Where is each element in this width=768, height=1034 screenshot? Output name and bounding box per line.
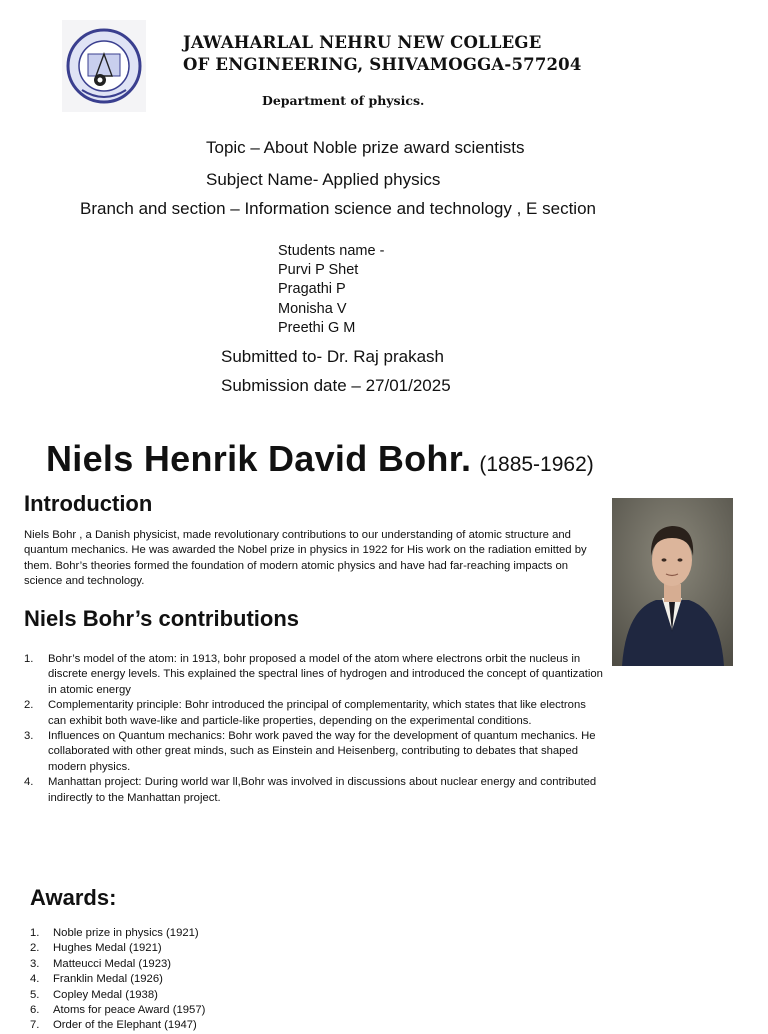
list-item-text: Influences on Quantum mechanics: Bohr work paved the way for the development of quantum mechanics. He collaborated with other great minds, such as Einstein and Heisenberg, contributing to debates that shaped modern physics. [48, 730, 596, 773]
list-item-text: Manhattan project: During world war ll,Bohr was involved in discussions about nuclear energy and contributed indirectly to the Manhattan project. [48, 776, 597, 804]
award-text: Matteucci Medal (1923) [53, 957, 172, 970]
list-number: 7. [30, 1019, 40, 1032]
portrait-photo [612, 498, 733, 666]
submission-date: Submission date – 27/01/2025 [221, 376, 451, 395]
list-number: 6. [30, 1004, 40, 1017]
list-number: 1. [30, 927, 40, 939]
list-item-text: Complementarity principle: Bohr introduced the principal of complementarity, which states that like electrons can exhibit both wave-like and particle-like properties, depending on the experimental conditions. [48, 699, 586, 727]
list-item [24, 698, 604, 729]
award-text: Hughes Medal (1921) [53, 942, 162, 955]
award-text: Franklin Medal (1926) [53, 973, 163, 986]
college-name-line1: JAWAHARLAL NEHRU NEW COLLEGE [183, 33, 542, 52]
submitted-to: Submitted to- Dr. Raj prakash [221, 347, 444, 366]
students-block [278, 242, 384, 338]
list-item [24, 729, 604, 775]
student-name: Pragathi P [278, 281, 346, 298]
contributions-list [24, 652, 604, 806]
list-number: 3. [30, 957, 40, 970]
student-name: Purvi P Shet [278, 262, 359, 279]
student-name: Preethi G M [278, 319, 356, 336]
college-name [183, 32, 582, 76]
award-text: Noble prize in physics (1921) [53, 927, 199, 939]
list-item [30, 926, 205, 941]
award-text: Order of the Elephant (1947) [53, 1019, 197, 1032]
list-number: 4. [30, 973, 40, 986]
list-number: 5. [30, 988, 40, 1001]
list-item [30, 957, 205, 972]
list-item-text: Bohr’s model of the atom: in 1913, bohr proposed a model of the atom where electrons orbit the nucleus in discrete energy levels. This explained the spectral lines of hydrogen and introduced the concept of quantization in atomic energy [48, 653, 603, 696]
scientist-name: Niels Henrik David Bohr. [46, 438, 472, 479]
scientist-years: (1885-1962) [479, 453, 594, 476]
awards-heading: Awards: [30, 885, 117, 910]
college-logo [62, 20, 146, 112]
list-item [30, 1018, 205, 1033]
department-name: Department of physics. [262, 93, 425, 108]
list-number: 4. [24, 776, 34, 789]
subject-line: Subject Name- Applied physics [206, 170, 441, 189]
award-text: Copley Medal (1938) [53, 988, 158, 1001]
students-label: Students name - [278, 243, 385, 259]
list-number: 2. [24, 699, 34, 712]
list-item [24, 652, 604, 698]
college-name-line2: OF ENGINEERING, SHIVAMOGGA-577204 [183, 55, 582, 74]
list-item [30, 941, 205, 956]
list-item [30, 1003, 205, 1018]
list-number: 3. [24, 730, 34, 743]
introduction-heading: Introduction [24, 491, 153, 516]
list-number: 1. [24, 653, 34, 665]
branch-line: Branch and section – Information science and technology , E section [80, 199, 596, 218]
list-item [24, 775, 604, 806]
award-text: Atoms for peace Award (1957) [53, 1004, 206, 1017]
list-item [30, 988, 205, 1003]
student-name: Monisha V [278, 300, 347, 317]
scientist-title [46, 438, 594, 480]
contributions-heading: Niels Bohr’s contributions [24, 606, 300, 631]
introduction-text: Niels Bohr , a Danish physicist, made revolutionary contributions to our understanding of atomic structure and quantum mechanics. He was awarded the Nobel prize in physics in 1922 for His work on the radiation emitted by them. Bohr’s theories formed the foundation of modern atomic physics and have had far-reaching impacts on science and technology. [24, 529, 587, 588]
list-item [30, 972, 205, 987]
topic-line: Topic – About Noble prize award scientists [206, 138, 525, 157]
list-number: 2. [30, 942, 40, 955]
awards-list [30, 926, 205, 1034]
